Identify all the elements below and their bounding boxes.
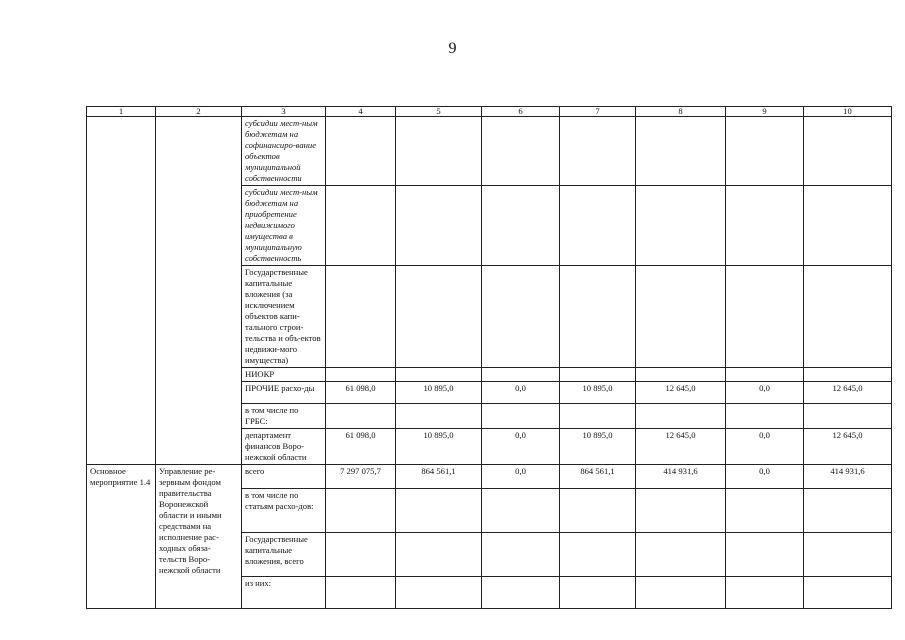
value-cell: [636, 577, 726, 609]
value-cell: 12 645,0: [804, 429, 892, 465]
expense-item: всего: [242, 465, 326, 489]
value-cell: [482, 489, 560, 533]
value-cell: 61 098,0: [326, 429, 396, 465]
expense-item: из них:: [242, 577, 326, 609]
value-cell: [482, 117, 560, 186]
value-cell: 10 895,0: [560, 382, 636, 404]
value-cell: [396, 404, 482, 429]
column-header: 9: [726, 107, 804, 117]
column-header: 4: [326, 107, 396, 117]
value-cell: [482, 266, 560, 368]
value-cell: [326, 186, 396, 266]
value-cell: [482, 368, 560, 382]
value-cell: [636, 489, 726, 533]
value-cell: [726, 404, 804, 429]
value-cell: [396, 186, 482, 266]
budget-table: [86, 106, 892, 609]
expense-item: в том числе по ГРБС:: [242, 404, 326, 429]
column-header: 10: [804, 107, 892, 117]
value-cell: [482, 533, 560, 577]
value-cell: [560, 404, 636, 429]
value-cell: [636, 266, 726, 368]
activity-description: Управление ре-зервным фондом правительства Воронежской области и иными средствами на исполнение рас-ходных обяза-тельств Воро-нежской области: [156, 465, 242, 609]
expense-item: Государственные капитальные вложения, всего: [242, 533, 326, 577]
table-header-row: [87, 107, 892, 117]
value-cell: 7 297 075,7: [326, 465, 396, 489]
value-cell: [804, 117, 892, 186]
value-cell: [804, 489, 892, 533]
column-header: 1: [87, 107, 156, 117]
expense-item: субсидии мест-ным бюджетам на приобретение недвижимого имущества в муниципальную собственность: [242, 186, 326, 266]
value-cell: [326, 489, 396, 533]
value-cell: [560, 577, 636, 609]
value-cell: [396, 533, 482, 577]
value-cell: [726, 186, 804, 266]
value-cell: [396, 117, 482, 186]
value-cell: [726, 117, 804, 186]
value-cell: [326, 117, 396, 186]
value-cell: 10 895,0: [396, 382, 482, 404]
page-number: 9: [448, 40, 457, 57]
table-row: [87, 465, 892, 489]
empty-cell: [156, 117, 242, 465]
value-cell: 0,0: [726, 382, 804, 404]
value-cell: 0,0: [726, 465, 804, 489]
value-cell: [326, 368, 396, 382]
value-cell: [804, 404, 892, 429]
value-cell: [396, 489, 482, 533]
value-cell: [560, 489, 636, 533]
column-header: 3: [242, 107, 326, 117]
expense-item: Государственные капитальные вложения (за исключением объектов капи-тального строи-тельства и объ-ектов недвижи-мого имущества): [242, 266, 326, 368]
value-cell: 864 561,1: [560, 465, 636, 489]
value-cell: [482, 186, 560, 266]
value-cell: 414 931,6: [636, 465, 726, 489]
value-cell: 12 645,0: [804, 382, 892, 404]
value-cell: [726, 577, 804, 609]
value-cell: 0,0: [482, 382, 560, 404]
value-cell: 0,0: [482, 465, 560, 489]
value-cell: [396, 368, 482, 382]
column-header: 7: [560, 107, 636, 117]
expense-item: ПРОЧИЕ расхо-ды: [242, 382, 326, 404]
value-cell: [804, 266, 892, 368]
value-cell: [804, 368, 892, 382]
value-cell: [636, 404, 726, 429]
column-header: 6: [482, 107, 560, 117]
value-cell: [326, 533, 396, 577]
expense-item: субсидии мест-ным бюджетам на софинансиро-вание объектов муниципальной собственности: [242, 117, 326, 186]
value-cell: 0,0: [482, 429, 560, 465]
value-cell: [726, 489, 804, 533]
value-cell: [482, 577, 560, 609]
value-cell: [560, 368, 636, 382]
value-cell: [726, 266, 804, 368]
value-cell: [636, 117, 726, 186]
table-row: [87, 117, 892, 186]
value-cell: [804, 577, 892, 609]
value-cell: 12 645,0: [636, 382, 726, 404]
value-cell: [636, 368, 726, 382]
value-cell: 414 931,6: [804, 465, 892, 489]
empty-cell: [87, 117, 156, 465]
column-header: 5: [396, 107, 482, 117]
value-cell: [326, 404, 396, 429]
value-cell: [804, 533, 892, 577]
value-cell: [396, 577, 482, 609]
value-cell: [636, 533, 726, 577]
value-cell: 10 895,0: [396, 429, 482, 465]
value-cell: 864 561,1: [396, 465, 482, 489]
column-header: 2: [156, 107, 242, 117]
value-cell: 61 098,0: [326, 382, 396, 404]
column-header: 8: [636, 107, 726, 117]
value-cell: [560, 186, 636, 266]
value-cell: [726, 368, 804, 382]
value-cell: [636, 186, 726, 266]
value-cell: [560, 266, 636, 368]
value-cell: [560, 533, 636, 577]
value-cell: 12 645,0: [636, 429, 726, 465]
expense-item: НИОКР: [242, 368, 326, 382]
value-cell: [804, 186, 892, 266]
value-cell: [726, 533, 804, 577]
value-cell: 0,0: [726, 429, 804, 465]
expense-item: в том числе по статьям расхо-дов:: [242, 489, 326, 533]
value-cell: [396, 266, 482, 368]
value-cell: [482, 404, 560, 429]
value-cell: [326, 266, 396, 368]
value-cell: [326, 577, 396, 609]
activity-name: Основное мероприятие 1.4: [87, 465, 156, 609]
value-cell: 10 895,0: [560, 429, 636, 465]
value-cell: [560, 117, 636, 186]
expense-item: департамент финансов Воро-нежской области: [242, 429, 326, 465]
